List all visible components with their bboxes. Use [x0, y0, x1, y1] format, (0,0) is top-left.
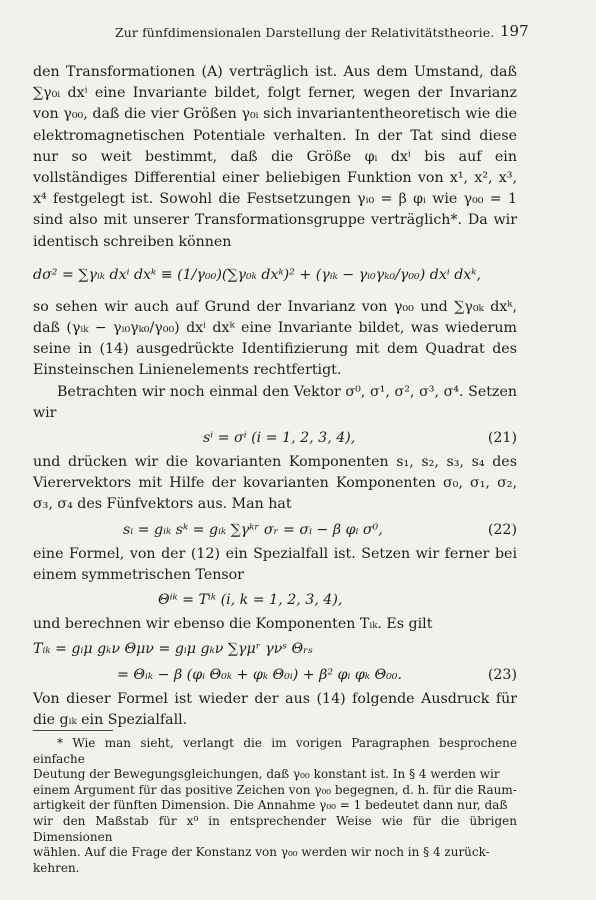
- equation-22: [33, 518, 517, 542]
- paragraph: und berechnen wir ebenso die Komponenten Tᵢₖ. Es gilt: [33, 616, 433, 633]
- footnote-line: * Wie man sieht, verlangt die im vorigen Paragraphen besprochene einfache: [33, 736, 517, 766]
- equation-formula: Θⁱᵏ = Tⁱᵏ (i, k = 1, 2, 3, 4),: [158, 592, 343, 609]
- equation-formula: sⁱ = σⁱ (i = 1, 2, 3, 4),: [203, 430, 356, 447]
- paragraph: eine Formel, von der (12) ein Spezialfall ist. Setzen wir ferner bei einem symmetrischen Tensor: [33, 545, 517, 583]
- equation-theta: [33, 588, 517, 612]
- footnote-line: kehren.: [33, 860, 80, 875]
- equation-formula: dσ² = ∑γᵢₖ dxⁱ dxᵏ ≡ (1/γ₀₀)(∑γ₀ₖ dxᵏ)² + (γᵢₖ − γᵢ₀γₖ₀/γ₀₀) dxⁱ dxᵏ,: [33, 266, 481, 283]
- footnote-line: wählen. Auf die Frage der Konstanz von γ₀₀ werden wir noch in § 4 zurück-: [33, 845, 490, 860]
- paragraph: Von dieser Formel ist wieder der aus (14) folgende Ausdruck für die gᵢₖ ein Spezialfall.: [33, 691, 517, 729]
- footnote-rule: [33, 730, 113, 731]
- equation-23-second-line: [33, 663, 517, 687]
- paragraph: den Transformationen (A) verträglich ist. Aus dem Umstand, daß ∑γ₀ᵢ dxⁱ eine Invariante bildet, folgt ferner, wegen der Invarianz von γ₀₀, daß die vier Größen γ₀ᵢ sich invariantentheoretisch wie die elektromagnetischen Potentiale verhalten. In der Tat sind diese nur so weit bestimmt, daß die Größe φᵢ dxⁱ bis auf ein vollständiges Differential einer beliebigen Funktion von x¹, x², x³, x⁴ festgelegt ist. Sowohl die Festsetzungen γᵢ₀ = β φᵢ wie γ₀₀ = 1 sind also mit unserer Transformationsgruppe verträglich*. Da wir identisch schreiben können: [33, 64, 517, 250]
- equation-number: (21): [487, 430, 517, 447]
- equation-number: (23): [487, 667, 517, 684]
- footnote-line: artigkeit der fünften Dimension. Die Annahme γ₀₀ = 1 bedeutet dann nur, daß: [33, 798, 508, 813]
- paragraph: so sehen wir auch auf Grund der Invarianz von γ₀₀ und ∑γ₀ₖ dxᵏ, daß (γᵢₖ − γᵢ₀γₖ₀/γ₀₀) dxⁱ dxᵏ eine Invariante bildet, was wiederum seine in (14) ausgedrückte Identifizierung mit dem Quadrat des Einsteinschen Linienelements rechtfertigt.: [33, 298, 517, 379]
- equation-formula: = Θᵢₖ − β (φᵢ Θ₀ₖ + φₖ Θ₀ᵢ) + β² φᵢ φₖ Θ₀₀.: [117, 667, 402, 684]
- footnote: [33, 736, 517, 876]
- equation-dsigma: [33, 255, 517, 295]
- equation-21: [33, 426, 517, 450]
- paragraph: und drücken wir die kovarianten Komponenten s₁, s₂, s₃, s₄ des Vierervektors mit Hilfe der kovarianten Komponenten σ₀, σ₁, σ₂, σ₃, σ₄ des Fünfvektors aus. Man hat: [33, 454, 517, 513]
- page-number: 197: [500, 22, 529, 40]
- equation-formula: sᵢ = gᵢₖ sᵏ = gᵢₖ ∑γᵏʳ σᵣ = σᵢ − β φᵢ σ⁰,: [123, 521, 383, 538]
- page-header: [0, 22, 596, 42]
- footnote-line: Deutung der Bewegungsgleichungen, daß γ₀₀ konstant ist. In § 4 werden wir: [33, 767, 500, 782]
- footnote-line: einem Argument für das positive Zeichen von γ₀₀ begegnen, d. h. für die Raum-: [33, 782, 517, 797]
- running-head: Zur fünfdimensionalen Darstellung der Relativitätstheorie.: [115, 25, 495, 40]
- paragraph: Betrachten wir noch einmal den Vektor σ⁰, σ¹, σ², σ³, σ⁴. Setzen wir: [33, 383, 517, 421]
- footnote-line: wir den Maßstab für x⁰ in entsprechender Weise wie für die übrigen Dimensionen: [33, 813, 517, 844]
- equation-23-first-line: [33, 637, 517, 661]
- equation-number: (22): [487, 521, 517, 538]
- equation-formula: Tᵢₖ = gᵢμ gₖν Θμν = gᵢμ gₖν ∑γμʳ γνˢ Θᵣₛ: [33, 641, 313, 658]
- main-text: [33, 62, 517, 732]
